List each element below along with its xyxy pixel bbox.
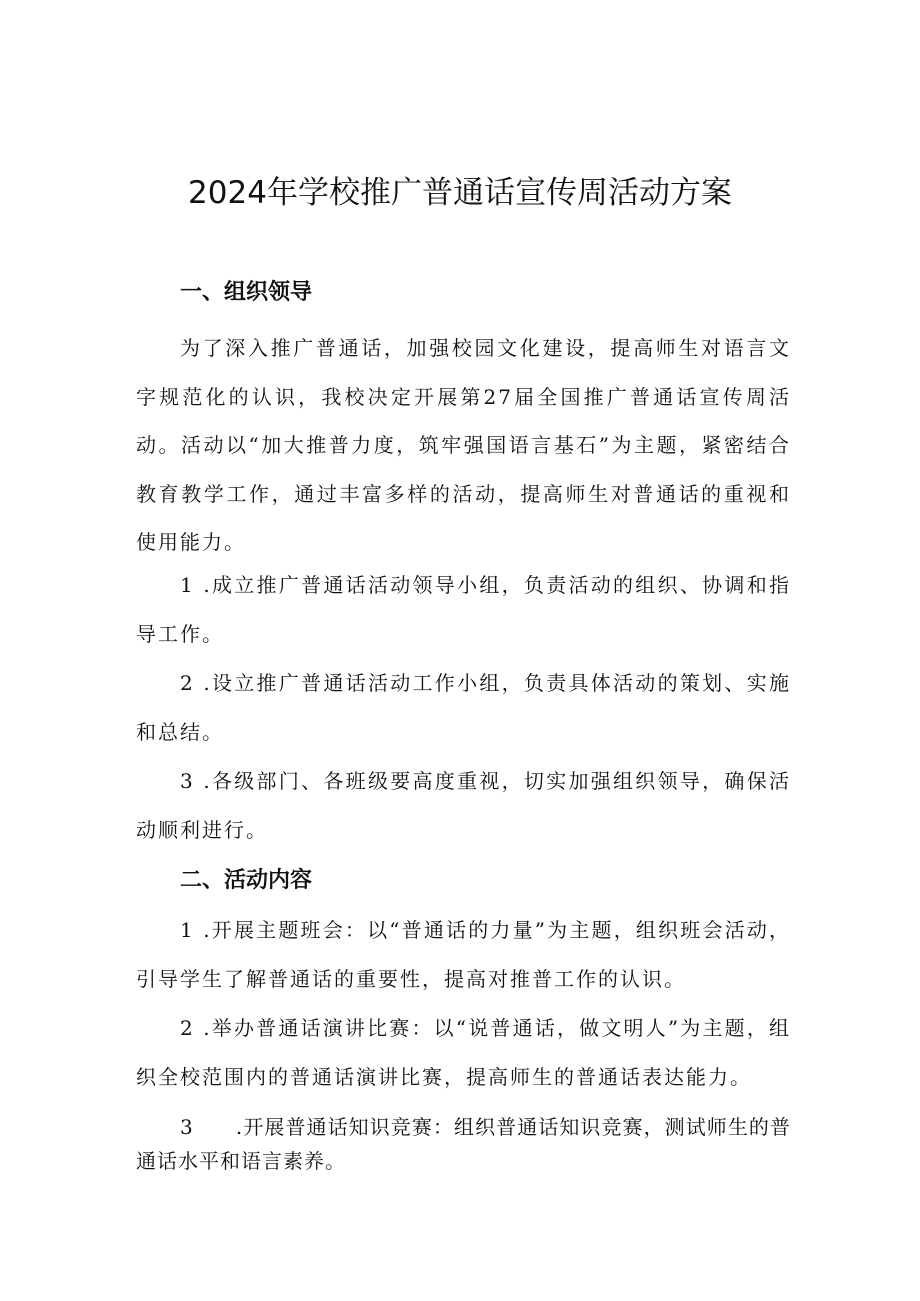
paragraph-activity-3: 3 .开展普通话知识竞赛：组织普通话知识竞赛，测试师生的普通话水平和语言素养。 bbox=[136, 1115, 791, 1173]
paragraph-activity-1: 1 .开展主题班会：以“普通话的力量”为主题，组织班会活动，引导学生了解普通话的重要性，提高对推普工作的认识。 bbox=[136, 918, 791, 991]
paragraph-item-2: 2 .设立推广普通话活动工作小组，负责具体活动的策划、实施和总结。 bbox=[136, 671, 791, 744]
document-title: 2024年学校推广普通话宣传周活动方案 bbox=[188, 175, 732, 211]
paragraph-activity-2: 2 .举办普通话演讲比赛：以“说普通话，做文明人”为主题，组织全校范围内的普通话演讲比赛，提高师生的普通话表达能力。 bbox=[136, 1016, 791, 1089]
paragraph-item-3: 3 .各级部门、各班级要高度重视，切实加强组织领导，确保活动顺利进行。 bbox=[136, 769, 791, 842]
paragraph-item-1: 1 .成立推广普通话活动领导小组，负责活动的组织、协调和指导工作。 bbox=[136, 573, 791, 646]
section-heading-activities: 二、活动内容 bbox=[180, 868, 313, 893]
paragraph-intro: 为了深入推广普通话，加强校园文化建设，提高师生对语言文字规范化的认识，我校决定开展第27届全国推广普通话宣传周活动。活动以“加大推普力度，筑牢强国语言基石”为主题，紧密结合教育教学工作，通过丰富多样的活动，提高师生对普通话的重视和使用能力。 bbox=[136, 336, 791, 555]
section-heading-organization: 一、组织领导 bbox=[180, 280, 313, 305]
